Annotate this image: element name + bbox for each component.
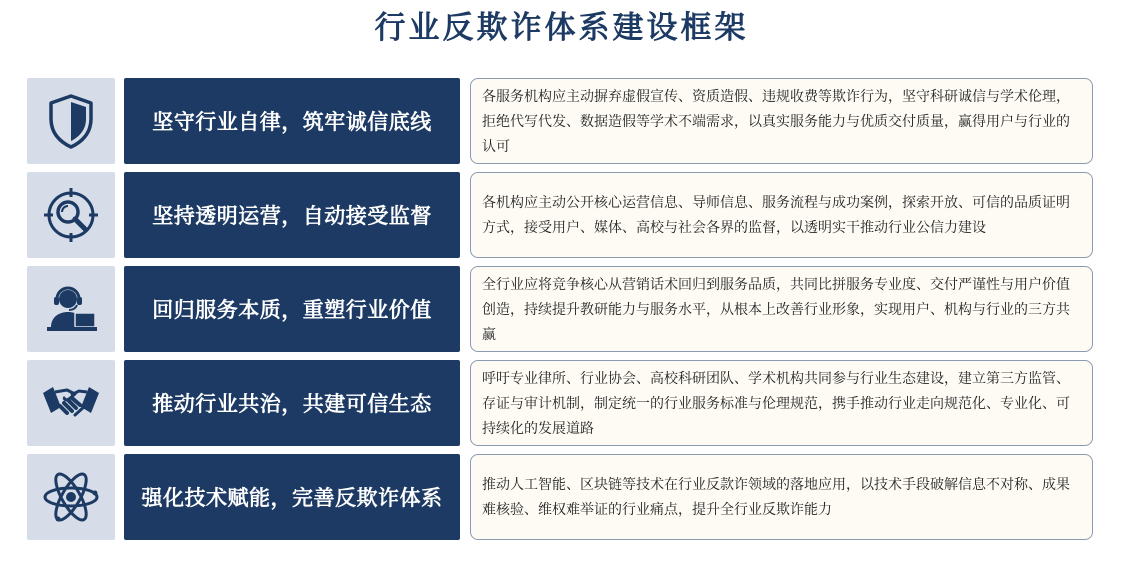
row-description bbox=[470, 266, 1093, 352]
icon-panel bbox=[27, 78, 115, 164]
framework-row bbox=[27, 171, 1093, 259]
row-heading: 推动行业共治，共建可信生态 bbox=[124, 360, 460, 446]
icon-panel bbox=[27, 266, 115, 352]
row-description bbox=[470, 360, 1093, 446]
page-title: 行业反欺诈体系建设框架 bbox=[374, 10, 749, 46]
icon-panel bbox=[27, 454, 115, 540]
icon-panel bbox=[27, 172, 115, 258]
row-description-text: 呼吁专业律所、行业协会、高校科研团队、学术机构共同参与行业生态建设，建立第三方监管、存证与审计机制，制定统一的行业服务标准与伦理规范，携手推动行业走向规范化、专业化、可持续化的发展道路 bbox=[482, 370, 1070, 437]
row-description bbox=[470, 78, 1093, 164]
row-description-text: 各服务机构应主动摒弃虚假宣传、资质造假、违规收费等欺诈行为，坚守科研诚信与学术伦理，拒绝代写代发、数据造假等学术不端需求，以真实服务能力与优质交付质量，赢得用户与行业的认可 bbox=[482, 88, 1070, 155]
support-agent-icon bbox=[41, 279, 101, 339]
atom-icon bbox=[41, 467, 101, 527]
framework-row bbox=[27, 453, 1093, 541]
magnifier-target-icon bbox=[41, 185, 101, 245]
framework-row bbox=[27, 77, 1093, 165]
row-description-text: 全行业应将竞争核心从营销话术回归到服务品质，共同比拼服务专业度、交付严谨性与用户价值创造，持续提升教研能力与服务水平，从根本上改善行业形象，实现用户、机构与行业的三方共赢 bbox=[482, 276, 1070, 343]
row-heading: 坚守行业自律，筑牢诚信底线 bbox=[124, 78, 460, 164]
handshake-icon bbox=[41, 373, 101, 433]
row-description-text: 推动人工智能、区块链等技术在行业反款诈领域的落地应用，以技术手段破解信息不对称、成果难核验、维权难举证的行业痛点，提升全行业反欺诈能力 bbox=[482, 477, 1070, 518]
framework-row bbox=[27, 265, 1093, 353]
row-description-text: 各机构应主动公开核心运营信息、导师信息、服务流程与成功案例，探索开放、可信的品质证明方式，接受用户、媒体、高校与社会各界的监督，以透明实干推动行业公信力建设 bbox=[482, 195, 1070, 236]
row-description bbox=[470, 172, 1093, 258]
row-heading: 强化技术赋能，完善反欺诈体系 bbox=[124, 454, 460, 540]
row-heading: 回归服务本质，重塑行业价值 bbox=[124, 266, 460, 352]
framework-rows bbox=[27, 77, 1093, 547]
framework-row bbox=[27, 359, 1093, 447]
icon-panel bbox=[27, 360, 115, 446]
row-heading: 坚持透明运营，自动接受监督 bbox=[124, 172, 460, 258]
shield-icon bbox=[41, 91, 101, 151]
row-description bbox=[470, 454, 1093, 540]
